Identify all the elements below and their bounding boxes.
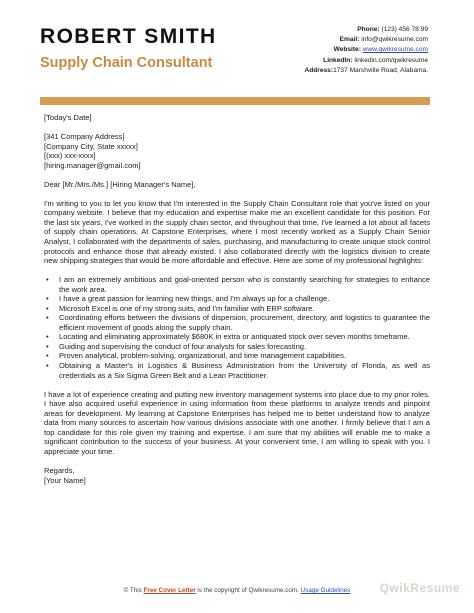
letter-body <box>44 113 430 485</box>
address-line: [Company City, State xxxxx] <box>44 141 138 151</box>
closing-paragraph: I have a lot of experience creating and putting new inventory management systems into place due to my prior roles. I have also acquired useful experience in using information from these platforms to analyze trends and pinpoint areas for development. My learning at Capstone Enterprises has helped me to better understand how to analyze data from many sources to ascertain how various divisions associate with one another. I firmly believe that I am a top candidate for this role given my training and expertise. I am sure that my abilities will enable me to make a significant contribution to the success of your business. At your convenient time, I am willing to speak with you. I appreciate your time. <box>44 389 430 456</box>
header-divider-bar <box>40 97 430 105</box>
list-item: • Guiding and supervising the conduct of four analysts for sales forecasting. <box>59 342 430 352</box>
list-item: • Microsoft Excel is one of my strong suits, and I'm familiar with ERP software. <box>59 304 430 314</box>
salutation: Dear [Mr./Mrs./Ms.] [Hiring Manager's Name], <box>44 179 196 189</box>
regards: Regards, <box>44 465 75 475</box>
list-item: • I am an extremely ambitious and goal-oriented person who is constantly searching for strategies to enhance the work area. <box>59 275 430 294</box>
list-item: • Obtaining a Master's in Logistics & Business Administration from the University of Florida, as well as credentials as a Six Sigma Green Belt and a Lean Practitioner. <box>59 361 430 380</box>
qwikresume-watermark-logo: QwikResume <box>379 581 460 595</box>
address-line: [341 Company Address] <box>44 132 125 142</box>
contact-linkedin: LinkedIn: linkedin.com/qwikresume <box>323 56 428 64</box>
contact-block <box>208 25 428 76</box>
address-line: [hiring.manager@gmail.com] <box>44 160 141 170</box>
footer-copyright: © This Free Cover Letter is the copyright of Qwikresume.com. Usage Guidelines <box>123 587 351 594</box>
highlights-list <box>44 275 430 380</box>
address-line: [(xxx) xxx-xxxx] <box>44 151 96 161</box>
usage-guidelines-link[interactable]: Usage Guidelines <box>300 587 351 594</box>
contact-address: Address:1737 Marshville Road, Alabama. <box>304 66 428 74</box>
website-link[interactable]: www.qwikresume.com <box>362 46 428 54</box>
contact-phone: Phone: (123) 456 78 99 <box>357 26 428 33</box>
list-item: • Coordinating efforts between the divisions of dispersion, procurement, directory, and logistics to guarantee the efficient movement of goods along the supply chain. <box>59 313 430 332</box>
free-cover-letter-link[interactable]: Free Cover Letter <box>143 587 196 594</box>
intro-paragraph: I'm writing to you to let you know that I'm interested in the Supply Chain Consultant role that you've listed on your company website. I believe that my education and expertise make me an excellent candidate for this position. For the last six years, I've worked in the supply chain sector, and throughout that time, I've learned a lot about all facets of supply chain operations. At Capstone Enterprises, where I most recently worked as a Supply Chain Senior Analyst, I collaborated with the departments of sales, purchasing, and manufacturing to create unique stock control protocols and enhance those that already existed. I also collaborated directly with the logistics division to create new shipping strategies that would be more affordable and effective. Here are some of my professional highlights: <box>44 198 430 266</box>
letter-date: [Today's Date] <box>44 113 92 122</box>
contact-website: Website: www.qwikresume.com <box>333 46 428 54</box>
applicant-name: ROBERT SMITH <box>40 25 217 48</box>
list-item: • Proven analytical, problem-solving, organizational, and time management capabilities. <box>59 351 430 361</box>
applicant-role: Supply Chain Consultant <box>40 55 213 71</box>
list-item: • Locating and eliminating approximately $680K in extra or antiquated stock over seven months timeframe. <box>59 332 430 342</box>
list-item: • I have a great passion for learning new things, and I'm always up for a challenge. <box>59 294 430 304</box>
contact-email: Email: info@qwikresume.com <box>339 36 428 44</box>
signature: [Your Name] <box>44 475 86 485</box>
